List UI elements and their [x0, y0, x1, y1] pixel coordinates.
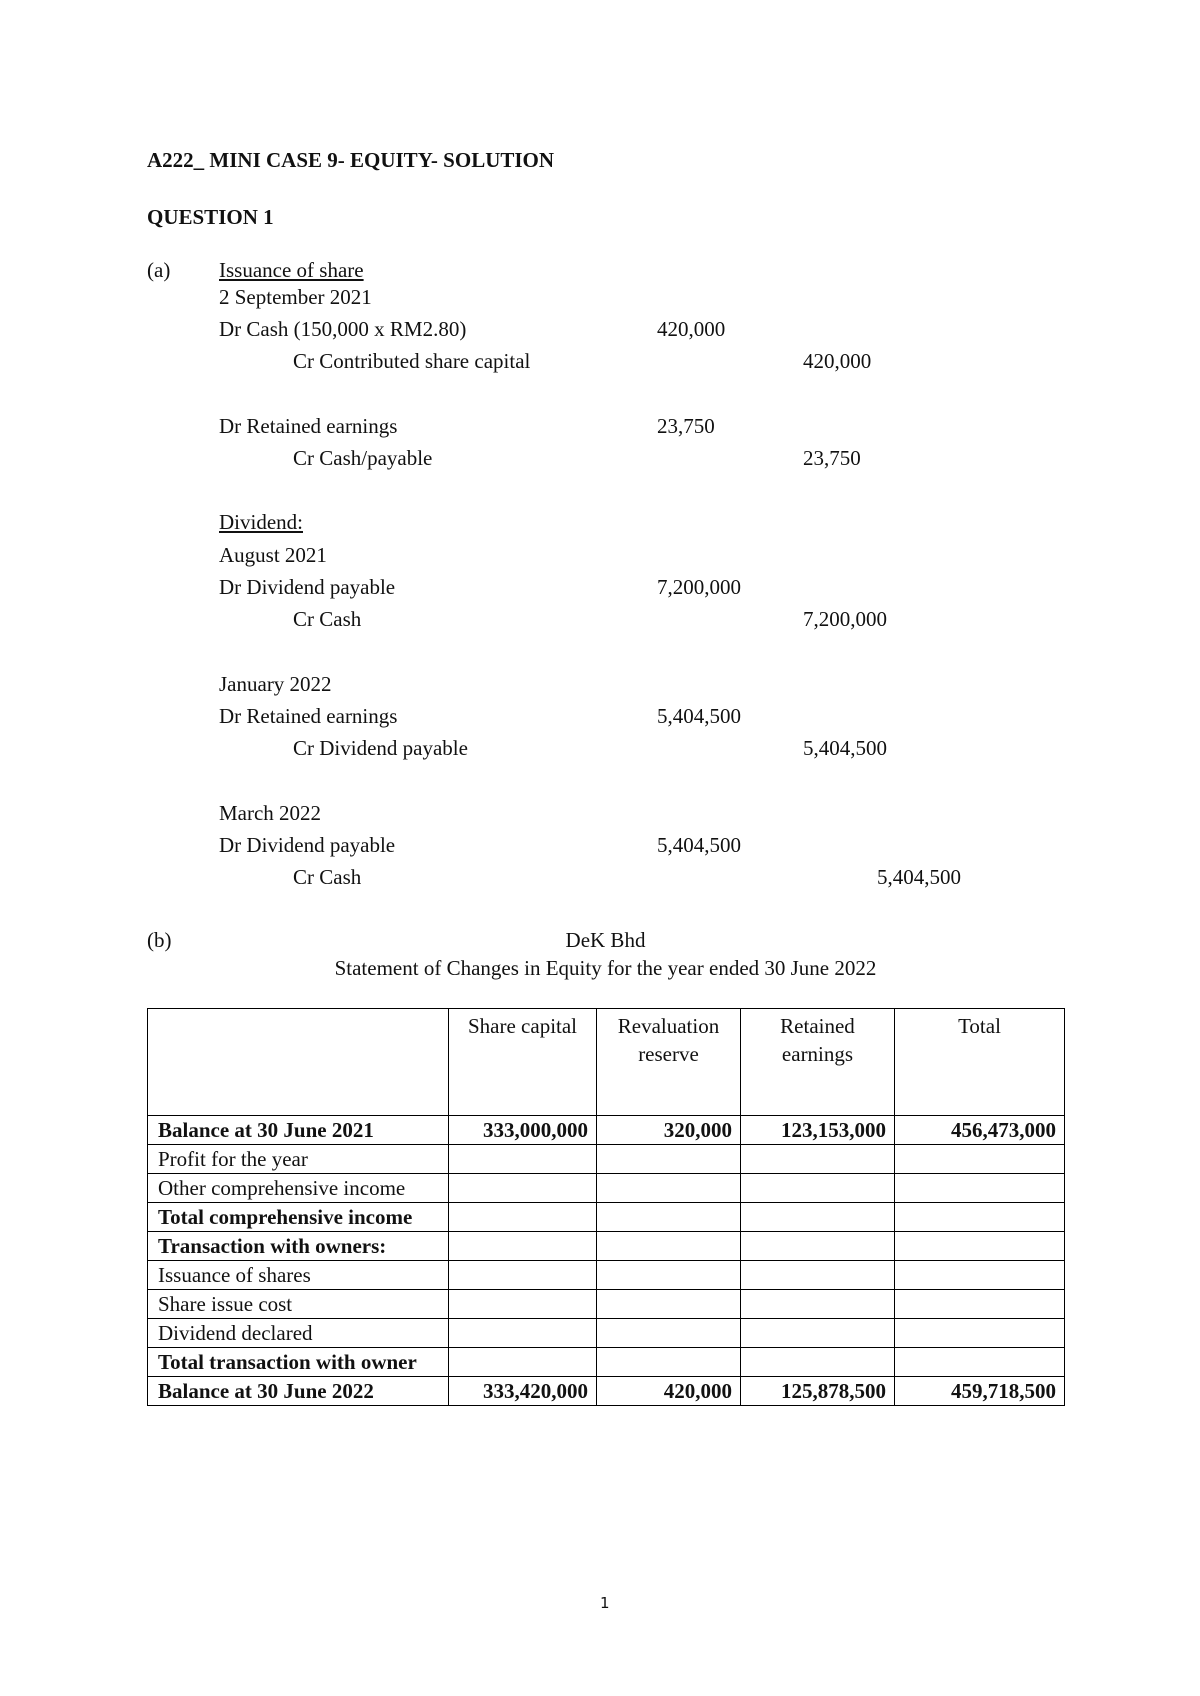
cell-value: 320,000	[597, 1116, 741, 1145]
journal-credit-line: Cr Cash/payable	[293, 446, 433, 470]
cell-value	[597, 1174, 741, 1203]
row-label: Balance at 30 June 2022	[148, 1377, 449, 1406]
statement-title: Statement of Changes in Equity for the year ended 30 June 2022	[334, 956, 877, 980]
cell-value	[597, 1261, 741, 1290]
cell-value	[597, 1290, 741, 1319]
table-row	[148, 1232, 1065, 1261]
journal-debit-line: Dr Dividend payable	[219, 833, 396, 857]
issuance-heading: Issuance of share	[219, 258, 364, 282]
dividend-date: August 2021	[219, 543, 327, 567]
journal-credit-line: Cr Cash	[293, 607, 362, 631]
row-label: Total transaction with owner	[148, 1348, 449, 1377]
statement-of-changes-table	[147, 1008, 1065, 1406]
journal-credit-amount: 7,200,000	[803, 607, 887, 631]
row-label: Other comprehensive income	[148, 1174, 449, 1203]
row-label: Dividend declared	[148, 1319, 449, 1348]
table-row	[148, 1203, 1065, 1232]
journal-debit-line: Dr Dividend payable	[219, 575, 396, 599]
row-label: Balance at 30 June 2021	[148, 1116, 449, 1145]
cell-value	[741, 1261, 895, 1290]
cell-value	[597, 1348, 741, 1377]
part-a-label: (a)	[147, 258, 171, 282]
dividend-heading: Dividend:	[219, 510, 303, 534]
table-row	[148, 1290, 1065, 1319]
cell-value	[741, 1203, 895, 1232]
journal-credit-line: Cr Contributed share capital	[293, 349, 531, 373]
journal-debit-line: Dr Retained earnings	[219, 414, 398, 438]
dividend-date: March 2022	[219, 801, 322, 825]
journal-credit-amount: 5,404,500	[877, 865, 961, 889]
journal-debit-amount: 5,404,500	[657, 833, 741, 857]
row-label: Total comprehensive income	[148, 1203, 449, 1232]
company-name: DeK Bhd	[565, 928, 646, 952]
cell-value	[895, 1174, 1065, 1203]
cell-value	[597, 1145, 741, 1174]
question-heading: QUESTION 1	[147, 205, 274, 229]
cell-value	[895, 1203, 1065, 1232]
journal-debit-line: Dr Cash (150,000 x RM2.80)	[219, 317, 467, 341]
cell-value	[741, 1319, 895, 1348]
journal-credit-amount: 23,750	[803, 446, 861, 470]
cell-value	[449, 1261, 597, 1290]
cell-value: 420,000	[597, 1377, 741, 1406]
table-row	[148, 1174, 1065, 1203]
table-row	[148, 1377, 1065, 1406]
cell-value: 333,000,000	[449, 1116, 597, 1145]
cell-value	[741, 1348, 895, 1377]
cell-value	[449, 1203, 597, 1232]
cell-value: 333,420,000	[449, 1377, 597, 1406]
table-row	[148, 1348, 1065, 1377]
journal-credit-line: Cr Dividend payable	[293, 736, 468, 760]
cell-value	[895, 1145, 1065, 1174]
column-header: Revaluation reserve	[597, 1009, 741, 1116]
cell-value	[895, 1348, 1065, 1377]
dividend-date: January 2022	[219, 672, 332, 696]
cell-value	[597, 1319, 741, 1348]
table-row	[148, 1319, 1065, 1348]
cell-value	[449, 1174, 597, 1203]
cell-value	[449, 1290, 597, 1319]
cell-value: 123,153,000	[741, 1116, 895, 1145]
journal-debit-amount: 420,000	[657, 317, 726, 341]
cell-value	[895, 1261, 1065, 1290]
cell-value: 456,473,000	[895, 1116, 1065, 1145]
part-b-label: (b)	[147, 928, 172, 952]
cell-value	[597, 1203, 741, 1232]
row-label: Issuance of shares	[148, 1261, 449, 1290]
journal-debit-line: Dr Retained earnings	[219, 704, 398, 728]
journal-credit-amount: 420,000	[803, 349, 872, 373]
cell-value: 125,878,500	[741, 1377, 895, 1406]
table-row	[148, 1145, 1065, 1174]
cell-value	[449, 1319, 597, 1348]
cell-value	[741, 1145, 895, 1174]
issuance-date: 2 September 2021	[219, 285, 372, 309]
journal-debit-amount: 7,200,000	[657, 575, 741, 599]
column-header: Retained earnings	[741, 1009, 895, 1116]
cell-value	[741, 1174, 895, 1203]
journal-debit-amount: 23,750	[657, 414, 715, 438]
cell-value	[741, 1290, 895, 1319]
cell-value: 459,718,500	[895, 1377, 1065, 1406]
table-row	[148, 1116, 1065, 1145]
page-number: 1	[600, 1594, 610, 1612]
cell-value	[449, 1348, 597, 1377]
column-header: Total	[895, 1009, 1065, 1116]
cell-value	[895, 1232, 1065, 1261]
journal-debit-amount: 5,404,500	[657, 704, 741, 728]
table-header-blank	[148, 1009, 449, 1116]
table-header-row	[148, 1009, 1065, 1116]
journal-credit-amount: 5,404,500	[803, 736, 887, 760]
cell-value	[741, 1232, 895, 1261]
cell-value	[597, 1232, 741, 1261]
row-label: Transaction with owners:	[148, 1232, 449, 1261]
cell-value	[895, 1290, 1065, 1319]
table-row	[148, 1261, 1065, 1290]
row-label: Share issue cost	[148, 1290, 449, 1319]
cell-value	[895, 1319, 1065, 1348]
cell-value	[449, 1232, 597, 1261]
document-title: A222_ MINI CASE 9- EQUITY- SOLUTION	[147, 148, 555, 172]
row-label: Profit for the year	[148, 1145, 449, 1174]
cell-value	[449, 1145, 597, 1174]
column-header: Share capital	[449, 1009, 597, 1116]
journal-credit-line: Cr Cash	[293, 865, 362, 889]
